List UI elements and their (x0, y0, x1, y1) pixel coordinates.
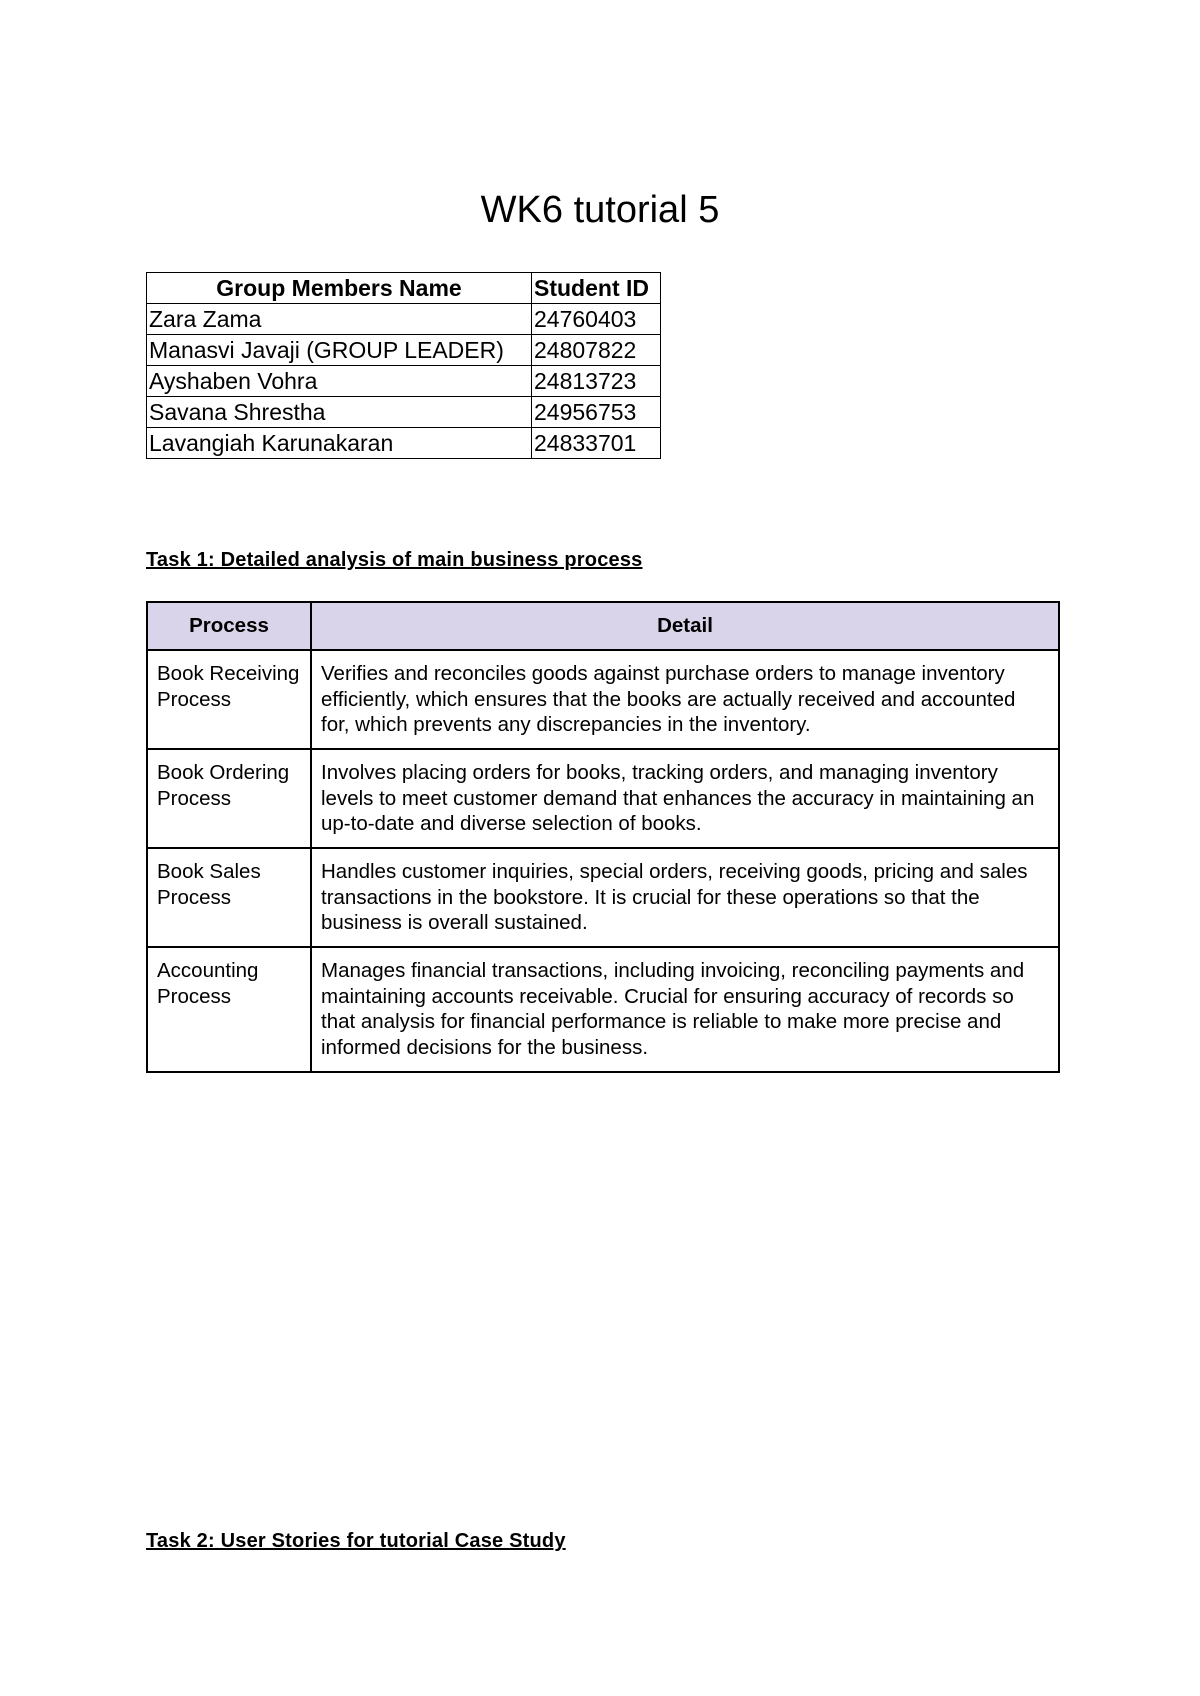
detail-column-header: Detail (311, 602, 1059, 650)
business-process-table (146, 601, 1060, 1073)
member-name: Savana Shrestha (147, 397, 532, 428)
process-header-row (147, 602, 1059, 650)
table-row (147, 304, 661, 335)
member-student-id: 24833701 (532, 428, 661, 459)
members-id-header: Student ID (532, 273, 661, 304)
task1-heading: Task 1: Detailed analysis of main business process (146, 549, 643, 571)
member-student-id: 24760403 (532, 304, 661, 335)
table-row (147, 848, 1059, 947)
process-column-header: Process (147, 602, 311, 650)
table-row (147, 366, 661, 397)
group-members-table (146, 272, 661, 459)
table-row (147, 397, 661, 428)
member-student-id: 24813723 (532, 366, 661, 397)
table-row (147, 650, 1059, 749)
members-name-header: Group Members Name (147, 273, 532, 304)
process-name: Book Ordering Process (147, 749, 311, 848)
task2-heading: Task 2: User Stories for tutorial Case Study (146, 1530, 566, 1552)
table-row (147, 947, 1059, 1072)
member-name: Manasvi Javaji (GROUP LEADER) (147, 335, 532, 366)
process-name: Book Sales Process (147, 848, 311, 947)
member-name: Ayshaben Vohra (147, 366, 532, 397)
member-student-id: 24807822 (532, 335, 661, 366)
member-name: Zara Zama (147, 304, 532, 335)
process-detail: Verifies and reconciles goods against purchase orders to manage inventory efficiently, which ensures that the books are actually received and accounted for, which prevents any discrepancies in the inventory. (311, 650, 1059, 749)
process-detail: Manages financial transactions, including invoicing, reconciling payments and maintaining accounts receivable. Crucial for ensuring accuracy of records so that analysis for financial performance is reliable to make more precise and informed decisions for the business. (311, 947, 1059, 1072)
process-detail: Involves placing orders for books, tracking orders, and managing inventory levels to meet customer demand that enhances the accuracy in maintaining an up-to-date and diverse selection of books. (311, 749, 1059, 848)
table-row (147, 335, 661, 366)
members-header-row (147, 273, 661, 304)
member-student-id: 24956753 (532, 397, 661, 428)
table-row (147, 428, 661, 459)
page-title: WK6 tutorial 5 (480, 189, 720, 231)
member-name: Lavangiah Karunakaran (147, 428, 532, 459)
process-name: Book Receiving Process (147, 650, 311, 749)
process-name: Accounting Process (147, 947, 311, 1072)
process-detail: Handles customer inquiries, special orders, receiving goods, pricing and sales transactions in the bookstore. It is crucial for these operations so that the business is overall sustained. (311, 848, 1059, 947)
table-row (147, 749, 1059, 848)
